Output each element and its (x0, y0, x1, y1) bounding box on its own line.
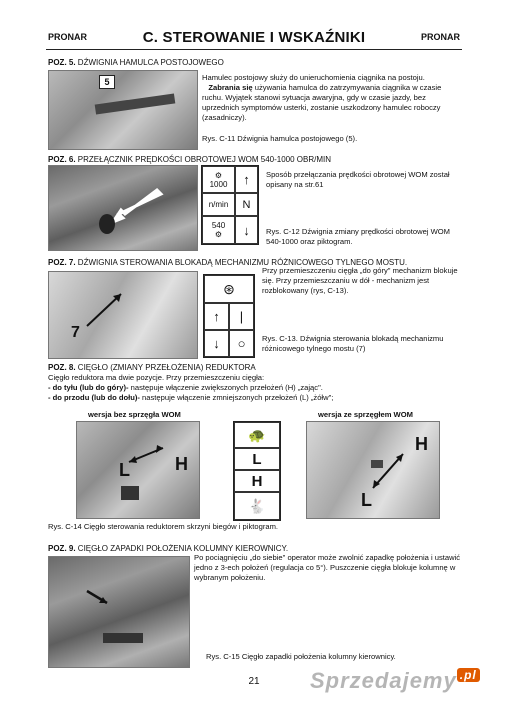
parking-brake-photo (48, 70, 198, 150)
section-8-heading: POZ. 8. CIĘGŁO (ZMIANY PRZEŁOŻENIA) REDUKTORA (48, 363, 256, 372)
diff-lock-photo (48, 271, 198, 359)
pto-icon-bottom: ⚙ (214, 230, 223, 239)
label-h-right: H (415, 434, 428, 454)
section-8-line-1: Cięgło reduktora ma dwie pozycje. Przy przemieszczeniu cięgła: (48, 373, 265, 382)
pictogram-1000: 1000 (209, 179, 228, 189)
section-5-heading: POZ. 5. DŹWIGNIA HAMULCA POSTOJOWEGO (48, 58, 224, 67)
section-9-heading: POZ. 9. CIĘGŁO ZAPADKI POŁOŻENIA KOLUMNY KIEROWNICY. (48, 544, 289, 553)
pictogram-540: 540 (211, 221, 226, 230)
label-l-right: L (361, 490, 372, 510)
black-arrow-icon (49, 272, 197, 358)
pto-speed-lever-photo (48, 165, 198, 251)
brand-left: PRONAR (48, 32, 88, 42)
label-h-left: H (175, 454, 188, 474)
diff-lock-icon: ⊛ (204, 275, 254, 303)
pto-speed-pictogram (201, 165, 259, 245)
photo-label-5: 5 (99, 75, 115, 89)
arrow-up-icon-2: ↑ (204, 303, 229, 330)
brand-right: PRONAR (420, 32, 460, 42)
watermark-logo: Sprzedajemy $^{.pl}$ (310, 668, 480, 694)
figure-c15-caption: Rys. C-15 Cięgło zapadki położenia kolumny kierownicy. (206, 652, 396, 661)
pictogram-neutral: N (235, 193, 258, 216)
reducer-lever-photo-right (306, 421, 440, 519)
diff-lock-pictogram (203, 274, 255, 358)
section-9-text: Po pociągnięciu „do siebie" operator może zwolnić zapadkę położenia i ustawić jedno z 3-ech położeń (regulacja co 5°). Puszczenie cięgła blokuje kolumnę w wybranym położeniu. (194, 553, 461, 582)
figure-c11-caption: Rys. C-11 Dźwignia hamulca postojowego (5). (202, 134, 358, 143)
figure-c14-caption: Rys. C-14 Cięgło sterowania reduktorem skrzyni biegów i piktogram. (48, 522, 279, 531)
section-6-text: Sposób przełączania prędkości obrotowej WOM został opisany na str.61 (266, 170, 450, 189)
turtle-icon: 🐢 (234, 422, 280, 448)
reducer-lever-photo-left (76, 421, 200, 519)
page-title: C. STEROWANIE I WSKAŹNIKI (142, 29, 366, 46)
subheading-with-clutch: wersja ze sprzęgłem WOM (318, 410, 413, 419)
page-number: 21 (248, 676, 260, 687)
figure-c12-caption: Rys. C-12 Dźwignia zmiany prędkości obrotowej WOM 540-1000 oraz piktogram. (266, 227, 450, 246)
figure-c13-caption: Rys. C-13. Dźwignia sterowania blokadą mechanizmu różnicowego tylnego mostu (7) (262, 334, 444, 353)
section-5-text-1: Hamulec postojowy służy do unieruchomienia ciągnika na postoju. (202, 73, 425, 82)
reducer-pictogram (233, 421, 281, 521)
section-7-heading: POZ. 7. DŹWIGNIA STEROWANIA BLOKADĄ MECHANIZMU RÓŻNICOWEGO TYLNEGO MOSTU. (48, 258, 408, 267)
hare-icon: 🐇 (234, 492, 280, 520)
white-arrow-icon (49, 166, 197, 250)
subheading-without-clutch: wersja bez sprzęgła WOM (88, 410, 181, 419)
engaged-icon: | (229, 303, 254, 330)
section-5-text-2: Zabrania się używania hamulca do zatrzymywania ciągnika w czasie ruchu. Wyjątek stanowi sytuacja awaryjna, gdy w czasie jazdy, bez uprzednich symptomów usterki, zostanie uszkodzony hamulec roboczy (zasadniczy). (202, 83, 442, 122)
pto-icon-top: ⚙ (214, 170, 223, 180)
brake-lever-shape (95, 93, 176, 114)
arrow-up-icon: ↑ (235, 166, 258, 193)
pictogram-l: L (252, 450, 262, 468)
section-8-line-3: - do przodu (lub do dołu)- następuje włączenie zmniejszonych przełożeń (L) „żółw"; (48, 393, 334, 402)
steering-column-photo (48, 556, 190, 668)
section-6-heading: POZ. 6. PRZEŁĄCZNIK PRĘDKOŚCI OBROTOWEJ WOM 540-1000 OBR/MIN (48, 155, 332, 164)
label-l-left: L (119, 460, 130, 480)
photo-label-7: 7 (71, 324, 80, 341)
disengaged-icon: ○ (229, 330, 254, 357)
arrow-down-icon-2: ↓ (204, 330, 229, 357)
pictogram-nmin: n/min (202, 193, 235, 216)
arrow-down-icon: ↓ (235, 216, 258, 244)
pictogram-h: H (251, 472, 263, 490)
section-7-text: Przy przemieszczeniu cięgła „do góry" mechanizm blokuje się. Przy przemieszczaniu w dół - mechanizm jest rozblokowany (rys, C-13). (262, 266, 458, 295)
section-8-line-2: - do tyłu (lub do góry)- następuje włączenie zwiększonych przełożeń (H) „zając". (48, 383, 323, 392)
header-rule (46, 49, 462, 50)
black-arrow-icon-2 (49, 557, 189, 667)
